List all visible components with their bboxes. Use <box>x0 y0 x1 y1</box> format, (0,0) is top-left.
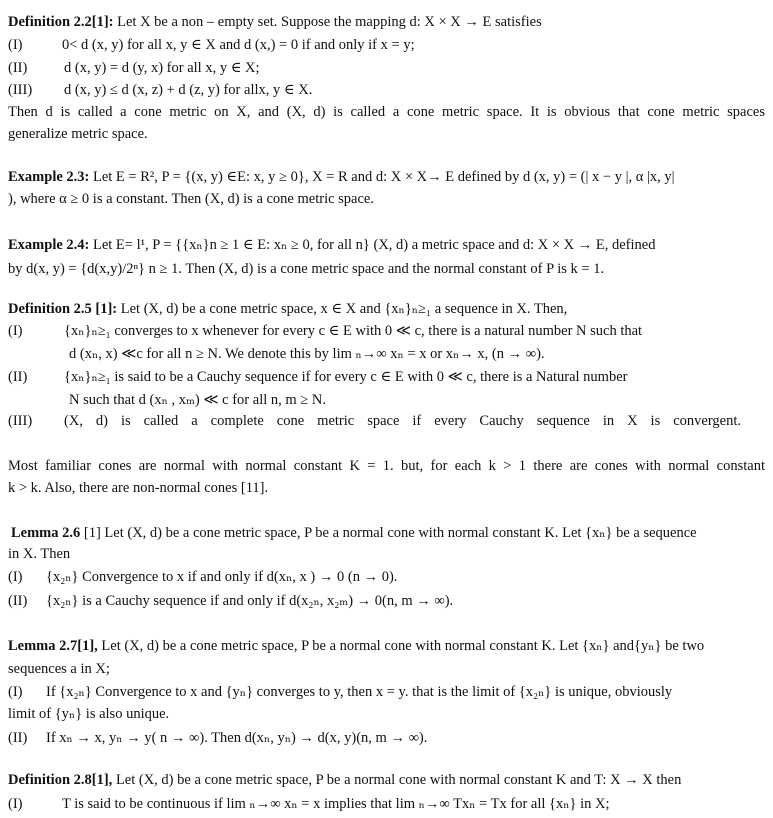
item-label: (I) <box>8 323 23 339</box>
item-label: (I) <box>8 796 23 812</box>
definition-2-2-heading: Definition 2.2[1]: <box>8 14 114 30</box>
definition-2-8-item-1: T is said to be continuous if lim ₙ→∞ xₙ = x implies that lim ₙ→∞ Txₙ = Tx for all {xₙ} in X; <box>62 796 610 812</box>
example-2-4-heading: Example 2.4: <box>8 237 90 253</box>
item-label: (II) <box>8 60 28 76</box>
lemma-2-6-item-2: {x₂ₙ} is a Cauchy sequence if and only if d(x₂ₙ, x₂ₘ) → 0(n, m → ∞). <box>46 593 454 609</box>
definition-2-5-item-2-line-2: N such that d (xₙ , xₘ) ≪ c for all n, m ≥ N. <box>69 392 326 408</box>
example-2-3-line-2: ), where α ≥ 0 is a constant. Then (X, d) is a cone metric space. <box>8 191 374 207</box>
definition-2-5-intro: Definition 2.5 [1]: Let (X, d) be a cone metric space, x ∈ X and {xₙ}ₙ≥₁ a sequence in X. Then, <box>8 301 568 317</box>
example-2-4-line-1: Example 2.4: Let E= l¹, P = {{xₙ}n ≥ 1 ∈ E: xₙ ≥ 0, for all n} (X, d) a metric space and d: X × X → E, defined <box>8 237 656 253</box>
item-label: (I) <box>8 569 23 585</box>
lemma-2-6-item-1: {x₂ₙ} Convergence to x if and only if d(xₙ, x ) → 0 (n → 0). <box>46 569 398 585</box>
definition-2-2-item-3: d (x, y) ≤ d (x, z) + d (z, y) for allx, y ∈ X. <box>64 82 313 98</box>
definition-2-5-heading: Definition 2.5 [1]: <box>8 301 118 317</box>
lemma-2-7-item-1-line-1: If {x₂ₙ} Convergence to x and {yₙ} converges to y, then x = y. that is the limit of {x₂ₙ} is unique, obviously <box>46 684 673 700</box>
item-label: (III) <box>8 413 33 429</box>
remark-line-2: k > k. Also, there are non-normal cones [11]. <box>8 480 269 496</box>
definition-2-2-item-2: d (x, y) = d (y, x) for all x, y ∈ X; <box>64 60 260 76</box>
example-2-3-line-1: Example 2.3: Let E = R², P = {(x, y) ∈E: x, y ≥ 0}, X = R and d: X × X→ E defined by d (x, y) = (| x − y |, α |x, y| <box>8 169 675 185</box>
definition-2-2-conclusion-1: Then d is called a cone metric on X, and (X, d) is called a cone metric space. It is obvious that cone metric spaces <box>8 104 765 120</box>
item-label: (III) <box>8 82 33 98</box>
definition-2-5-item-2-line-1: {xₙ}ₙ≥₁ is said to be a Cauchy sequence if for every c ∈ E with 0 ≪ c, there is a Natural number <box>64 369 628 385</box>
lemma-2-6-line-1: Lemma 2.6 [1] Let (X, d) be a cone metric space, P be a normal cone with normal constant K. Let {xₙ} be a sequence <box>11 525 697 541</box>
definition-2-5-item-3: (X, d) is called a complete cone metric space if every Cauchy sequence in X is convergent. <box>64 413 741 429</box>
lemma-2-6-line-2: in X. Then <box>8 546 71 562</box>
lemma-2-7-item-2: If xₙ → x, yₙ → y( n → ∞). Then d(xₙ, yₙ) → d(x, y)(n, m → ∞). <box>46 730 428 746</box>
remark-line-1: Most familiar cones are normal with normal constant K = 1. but, for each k > 1 there are cones with normal constant <box>8 458 765 474</box>
lemma-2-7-line-1: Lemma 2.7[1], Let (X, d) be a cone metric space, P be a normal cone with normal constant K. Let {xₙ} and{yₙ} be two <box>8 638 705 654</box>
definition-2-2-conclusion-2: generalize metric space. <box>8 126 148 142</box>
definition-2-8-heading: Definition 2.8[1], <box>8 772 113 788</box>
definition-2-5-item-1-line-2: d (xₙ, x) ≪c for all n ≥ N. We denote this by lim ₙ→∞ xₙ = x or xₙ→ x, (n → ∞). <box>69 346 545 362</box>
example-2-3-heading: Example 2.3: <box>8 169 90 185</box>
definition-2-2-item-1: 0< d (x, y) for all x, y ∈ X and d (x,) = 0 if and only if x = y; <box>62 37 415 53</box>
lemma-2-7-heading: Lemma 2.7[1], <box>8 638 98 654</box>
definition-2-8-intro: Definition 2.8[1], Let (X, d) be a cone metric space, P be a normal cone with normal constant K and T: X → X then <box>8 772 682 788</box>
item-label: (II) <box>8 730 28 746</box>
example-2-4-line-2: by d(x, y) = {d(x,y)/2ⁿ} n ≥ 1. Then (X, d) is a cone metric space and the normal constant of P is k = 1. <box>8 261 605 277</box>
definition-2-5-item-1-line-1: {xₙ}ₙ≥₁ converges to x whenever for every c ∈ E with 0 ≪ c, there is a natural number N such that <box>64 323 643 339</box>
lemma-2-7-item-1-line-2: limit of {yₙ} is also unique. <box>8 706 170 722</box>
item-label: (II) <box>8 369 28 385</box>
item-label: (I) <box>8 684 23 700</box>
lemma-2-6-heading: Lemma 2.6 <box>11 525 81 541</box>
item-label: (I) <box>8 37 23 53</box>
item-label: (II) <box>8 593 28 609</box>
lemma-2-7-line-2: sequences a in X; <box>8 661 110 677</box>
definition-2-2-intro: Definition 2.2[1]: Let X be a non – empty set. Suppose the mapping d: X × X → E satisfies <box>8 14 542 30</box>
